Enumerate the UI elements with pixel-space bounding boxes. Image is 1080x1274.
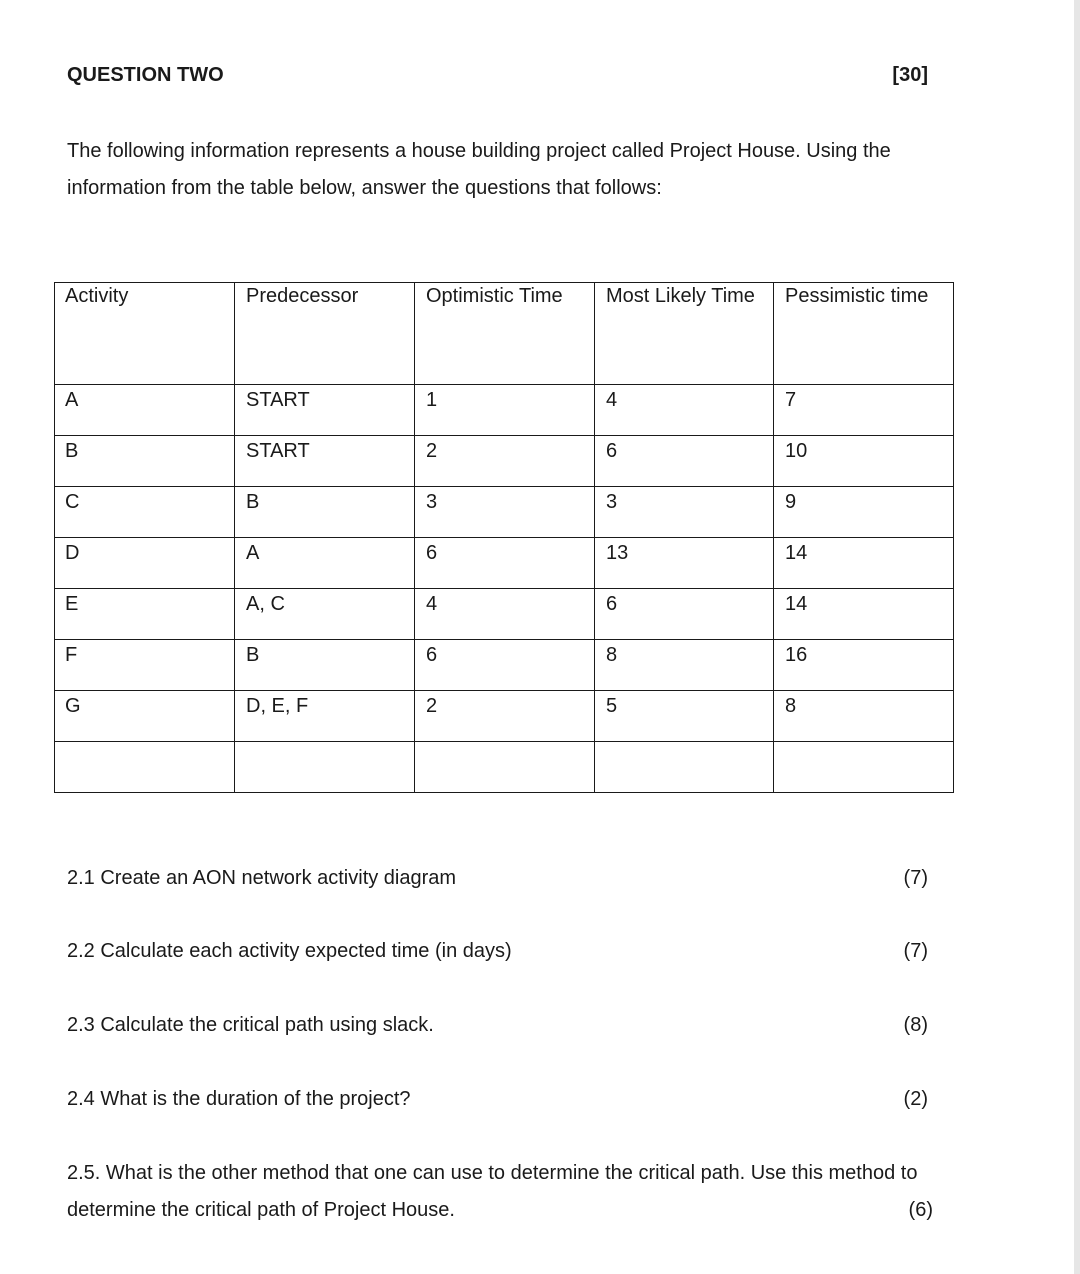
optimistic-time-cell: 4 (415, 589, 595, 640)
optimistic-time-cell: 2 (415, 436, 595, 487)
activity-cell: B (55, 436, 235, 487)
question-heading: QUESTION TWO (67, 64, 224, 86)
total-marks: [30] (892, 64, 928, 86)
activity-table (54, 282, 954, 793)
question-text: 2.3 Calculate the critical path using slack. (67, 1014, 434, 1036)
table-row-empty (55, 742, 954, 793)
most-likely-time-cell: 6 (595, 436, 774, 487)
question-marks: (7) (903, 867, 928, 889)
question-2-5 (67, 1155, 937, 1229)
page-edge (1074, 0, 1080, 1274)
column-header-optimistic-time: Optimistic Time (415, 283, 595, 385)
pessimistic-time-cell: 7 (774, 385, 954, 436)
pessimistic-time-cell (774, 742, 954, 793)
table-header-row (55, 283, 954, 385)
question-2-4 (67, 1088, 928, 1111)
predecessor-cell: B (235, 487, 415, 538)
table-row (55, 538, 954, 589)
table-row (55, 589, 954, 640)
optimistic-time-cell: 6 (415, 538, 595, 589)
pessimistic-time-cell: 8 (774, 691, 954, 742)
optimistic-time-cell: 6 (415, 640, 595, 691)
activity-cell: E (55, 589, 235, 640)
optimistic-time-cell: 2 (415, 691, 595, 742)
activity-cell: C (55, 487, 235, 538)
activity-cell (55, 742, 235, 793)
activity-cell: G (55, 691, 235, 742)
most-likely-time-cell (595, 742, 774, 793)
predecessor-cell: START (235, 385, 415, 436)
most-likely-time-cell: 13 (595, 538, 774, 589)
question-2-2 (67, 940, 928, 963)
optimistic-time-cell (415, 742, 595, 793)
pessimistic-time-cell: 14 (774, 538, 954, 589)
predecessor-cell: START (235, 436, 415, 487)
optimistic-time-cell: 3 (415, 487, 595, 538)
column-header-most-likely-time: Most Likely Time (595, 283, 774, 385)
table-row (55, 436, 954, 487)
pessimistic-time-cell: 16 (774, 640, 954, 691)
pessimistic-time-cell: 9 (774, 487, 954, 538)
question-text: 2.4 What is the duration of the project? (67, 1088, 411, 1110)
most-likely-time-cell: 8 (595, 640, 774, 691)
column-header-pessimistic-time: Pessimistic time (774, 283, 954, 385)
most-likely-time-cell: 3 (595, 487, 774, 538)
question-2-3 (67, 1014, 928, 1037)
table-row (55, 640, 954, 691)
predecessor-cell: A (235, 538, 415, 589)
column-header-activity: Activity (55, 283, 235, 385)
table-row (55, 385, 954, 436)
most-likely-time-cell: 6 (595, 589, 774, 640)
predecessor-cell: D, E, F (235, 691, 415, 742)
question-marks: (8) (903, 1014, 928, 1036)
intro-paragraph: The following information represents a house building project called Project House. Using the information from the table below, answer the questions that follows: (67, 140, 891, 199)
question-text: 2.1 Create an AON network activity diagram (67, 867, 457, 889)
table-row (55, 487, 954, 538)
activity-cell: F (55, 640, 235, 691)
most-likely-time-cell: 4 (595, 385, 774, 436)
most-likely-time-cell: 5 (595, 691, 774, 742)
question-marks: (2) (903, 1088, 928, 1110)
pessimistic-time-cell: 14 (774, 589, 954, 640)
activity-cell: D (55, 538, 235, 589)
question-marks: (7) (903, 940, 928, 962)
pessimistic-time-cell: 10 (774, 436, 954, 487)
predecessor-cell: A, C (235, 589, 415, 640)
question-text: 2.2 Calculate each activity expected time (in days) (67, 940, 512, 962)
table-row (55, 691, 954, 742)
column-header-predecessor: Predecessor (235, 283, 415, 385)
optimistic-time-cell: 1 (415, 385, 595, 436)
question-marks: (6) (908, 1199, 933, 1221)
question-2-1 (67, 867, 928, 890)
predecessor-cell (235, 742, 415, 793)
activity-cell: A (55, 385, 235, 436)
question-text: 2.5. What is the other method that one can use to determine the critical path. Use this method to determine the critical path of Project House. (67, 1162, 918, 1221)
predecessor-cell: B (235, 640, 415, 691)
